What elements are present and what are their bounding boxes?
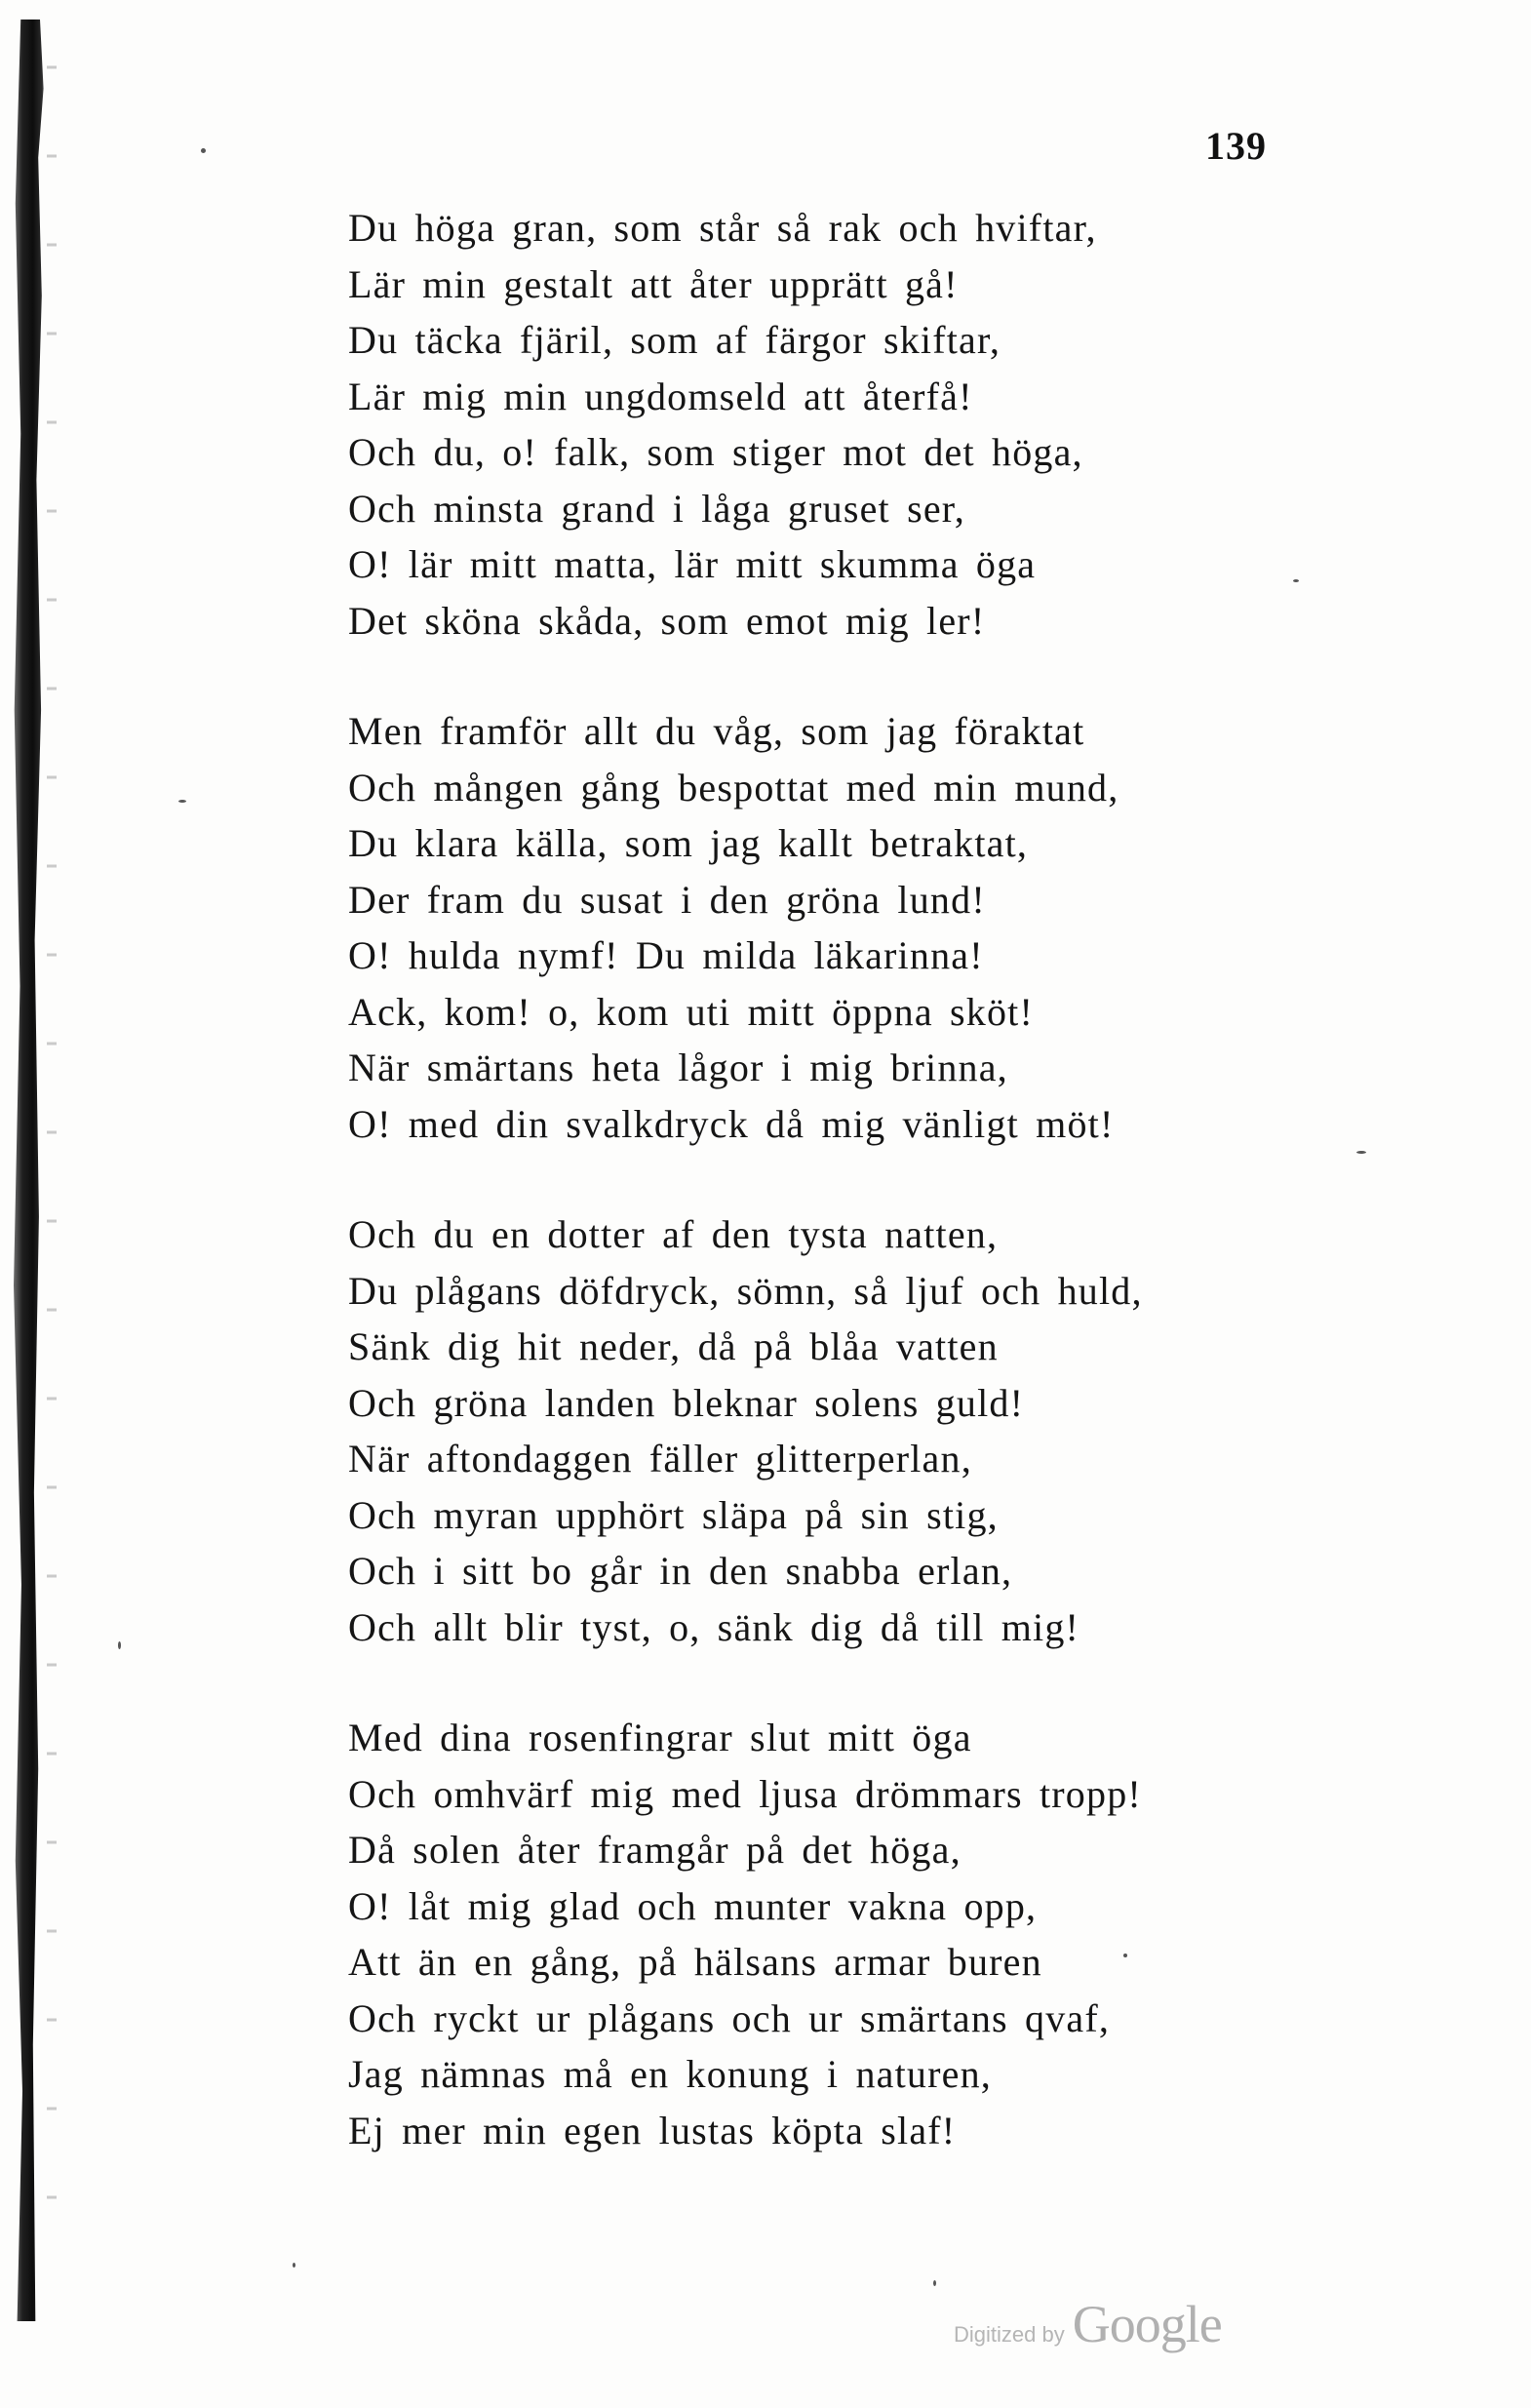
poem-line: Du klara källa, som jag kallt betraktat, <box>348 821 1029 865</box>
poem-line: Lär mig min ungdomseld att återfå! <box>348 374 973 418</box>
ink-speck <box>1123 1954 1127 1957</box>
poem-line: Der fram du susat i den gröna lund! <box>348 877 986 922</box>
poem-line: Och i sitt bo går in den snabba erlan, <box>348 1549 1013 1593</box>
ink-speck <box>1356 1151 1366 1154</box>
poem-line: Och gröna landen bleknar solens guld! <box>348 1380 1025 1425</box>
poem-line: När smärtans heta lågor i mig brinna, <box>348 1046 1008 1089</box>
poem-line: Ej mer min egen lustas köpta slaf! <box>348 2108 957 2152</box>
stanza-3 <box>348 1206 1226 1655</box>
poem-line: Du höga gran, som står så rak och hviftar, <box>348 206 1097 250</box>
digitized-watermark <box>954 2294 1222 2354</box>
poem-line: Du täcka fjäril, som af färgor skiftar, <box>348 318 1001 362</box>
poem-line: Och du, o! falk, som stiger mot det höga, <box>348 430 1083 474</box>
ink-speck <box>933 2280 936 2286</box>
poem-line: Jag nämnas må en konung i naturen, <box>348 2052 992 2096</box>
poem-line: Och du en dotter af den tysta natten, <box>348 1212 999 1256</box>
binding-edge <box>14 20 49 2321</box>
watermark-prefix: Digitized by <box>954 2322 1065 2347</box>
stanza-1 <box>348 200 1226 649</box>
poem-line: Lär min gestalt att åter upprätt gå! <box>348 261 959 306</box>
poem-line: Och omhvärf mig med ljusa drömmars tropp! <box>348 1771 1142 1816</box>
ink-speck <box>178 800 186 803</box>
google-logo: Google <box>1072 2295 1222 2353</box>
poem-line: Men framför allt du våg, som jag föraktat <box>348 709 1085 753</box>
poem-line: Sänk dig hit neder, då på blåa vatten <box>348 1324 999 1368</box>
binding-specks <box>47 29 57 2272</box>
poem-line: När aftondaggen fäller glitterperlan, <box>348 1437 972 1480</box>
stanza-4 <box>348 1710 1226 2158</box>
ink-speck <box>201 148 206 153</box>
poem-line: O! lär mitt matta, lär mitt skumma öga <box>348 542 1037 586</box>
poem-line: Och minsta grand i låga gruset ser, <box>348 486 965 531</box>
poem-line: O! låt mig glad och munter vakna opp, <box>348 1883 1038 1928</box>
poem-line: Och allt blir tyst, o, sänk dig då till mig! <box>348 1604 1080 1649</box>
ink-speck <box>293 2263 295 2268</box>
poem-line: Att än en gång, på hälsans armar buren <box>348 1940 1042 1984</box>
poem-line: Och myran upphört släpa på sin stig, <box>348 1492 999 1537</box>
poem-line: Du plågans döfdryck, sömn, så ljuf och huld, <box>348 1268 1143 1313</box>
stanza-2 <box>348 703 1226 1152</box>
poem-line: O! med din svalkdryck då mig vänligt möt! <box>348 1101 1115 1146</box>
poem-line: Då solen åter framgår på det höga, <box>348 1828 962 1872</box>
ink-speck <box>118 1641 121 1649</box>
poem-line: Och ryckt ur plågans och ur smärtans qvaf, <box>348 1995 1111 2040</box>
poem <box>348 200 1226 2158</box>
poem-line: Och mången gång bespottat med min mund, <box>348 765 1119 809</box>
ink-speck <box>1293 579 1299 582</box>
page-number: 139 <box>1205 124 1267 168</box>
poem-line: Det sköna skåda, som emot mig ler! <box>348 598 986 643</box>
poem-line: O! hulda nymf! Du milda läkarinna! <box>348 933 984 977</box>
poem-line: Med dina rosenfingrar slut mitt öga <box>348 1716 972 1759</box>
poem-line: Ack, kom! o, kom uti mitt öppna sköt! <box>348 989 1035 1034</box>
